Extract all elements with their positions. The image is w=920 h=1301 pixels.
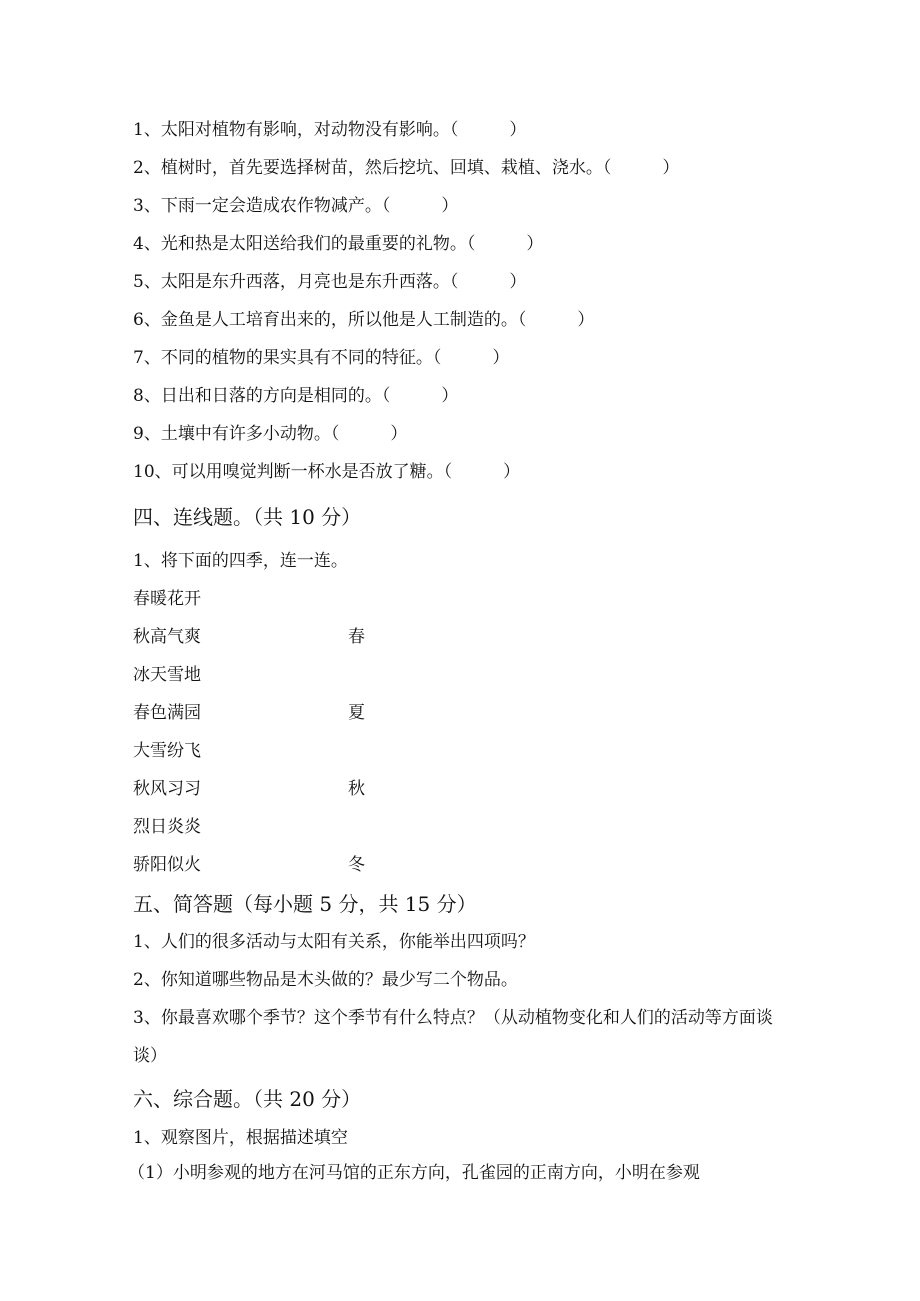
season-winter: 冬 bbox=[348, 855, 365, 875]
judgement-item: 2、植树时，首先要选择树苗，然后挖坑、回填、栽植、浇水。（ ） bbox=[133, 158, 680, 178]
match-left-item: 骄阳似火 bbox=[133, 855, 201, 875]
question-text: 1、人们的很多活动与太阳有关系，你能举出四项吗？ bbox=[133, 932, 535, 952]
match-left-item: 大雪纷飞 bbox=[133, 741, 201, 761]
match-left-item: 秋高气爽 bbox=[133, 627, 201, 647]
judgement-item: 9、土壤中有许多小动物。（ ） bbox=[133, 424, 408, 444]
judgement-item: 4、光和热是太阳送给我们的最重要的礼物。（ ） bbox=[133, 234, 544, 254]
sub-question-text: （1）小明参观的地方在河马馆的正东方向，孔雀园的正南方向，小明在参观 bbox=[128, 1163, 700, 1183]
judgement-item: 1、太阳对植物有影响，对动物没有影响。（ ） bbox=[133, 120, 527, 140]
judgement-item: 6、金鱼是人工培育出来的，所以他是人工制造的。（ ） bbox=[133, 310, 595, 330]
season-summer: 夏 bbox=[348, 703, 365, 723]
match-left-item: 春暖花开 bbox=[133, 589, 201, 609]
match-left-item: 春色满园 bbox=[133, 703, 201, 723]
judgement-item: 5、太阳是东升西落，月亮也是东升西落。（ ） bbox=[133, 272, 527, 292]
judgement-item: 8、日出和日落的方向是相同的。（ ） bbox=[133, 386, 459, 406]
question-text: 1、将下面的四季，连一连。 bbox=[133, 551, 348, 571]
section-heading: 六、综合题。（共 20 分） bbox=[133, 1087, 362, 1111]
section-heading: 五、简答题（每小题 5 分，共 15 分） bbox=[133, 892, 477, 916]
question-text: 2、你知道哪些物品是木头做的？最少写二个物品。 bbox=[133, 970, 518, 990]
match-left-item: 冰天雪地 bbox=[133, 665, 201, 685]
section-heading: 四、连线题。（共 10 分） bbox=[133, 505, 362, 529]
match-left-item: 烈日炎炎 bbox=[133, 817, 201, 837]
judgement-item: 10、可以用嗅觉判断一杯水是否放了糖。（ ） bbox=[133, 462, 521, 482]
match-left-item: 秋风习习 bbox=[133, 779, 201, 799]
question-text: 3、你最喜欢哪个季节？这个季节有什么特点？（从动植物变化和人们的活动等方面谈谈） bbox=[133, 1008, 773, 1066]
season-autumn: 秋 bbox=[348, 779, 365, 799]
judgement-item: 3、下雨一定会造成农作物减产。（ ） bbox=[133, 196, 459, 216]
question-text: 1、观察图片，根据描述填空 bbox=[133, 1128, 348, 1148]
judgement-item: 7、不同的植物的果实具有不同的特征。（ ） bbox=[133, 348, 510, 368]
season-spring: 春 bbox=[348, 627, 365, 647]
